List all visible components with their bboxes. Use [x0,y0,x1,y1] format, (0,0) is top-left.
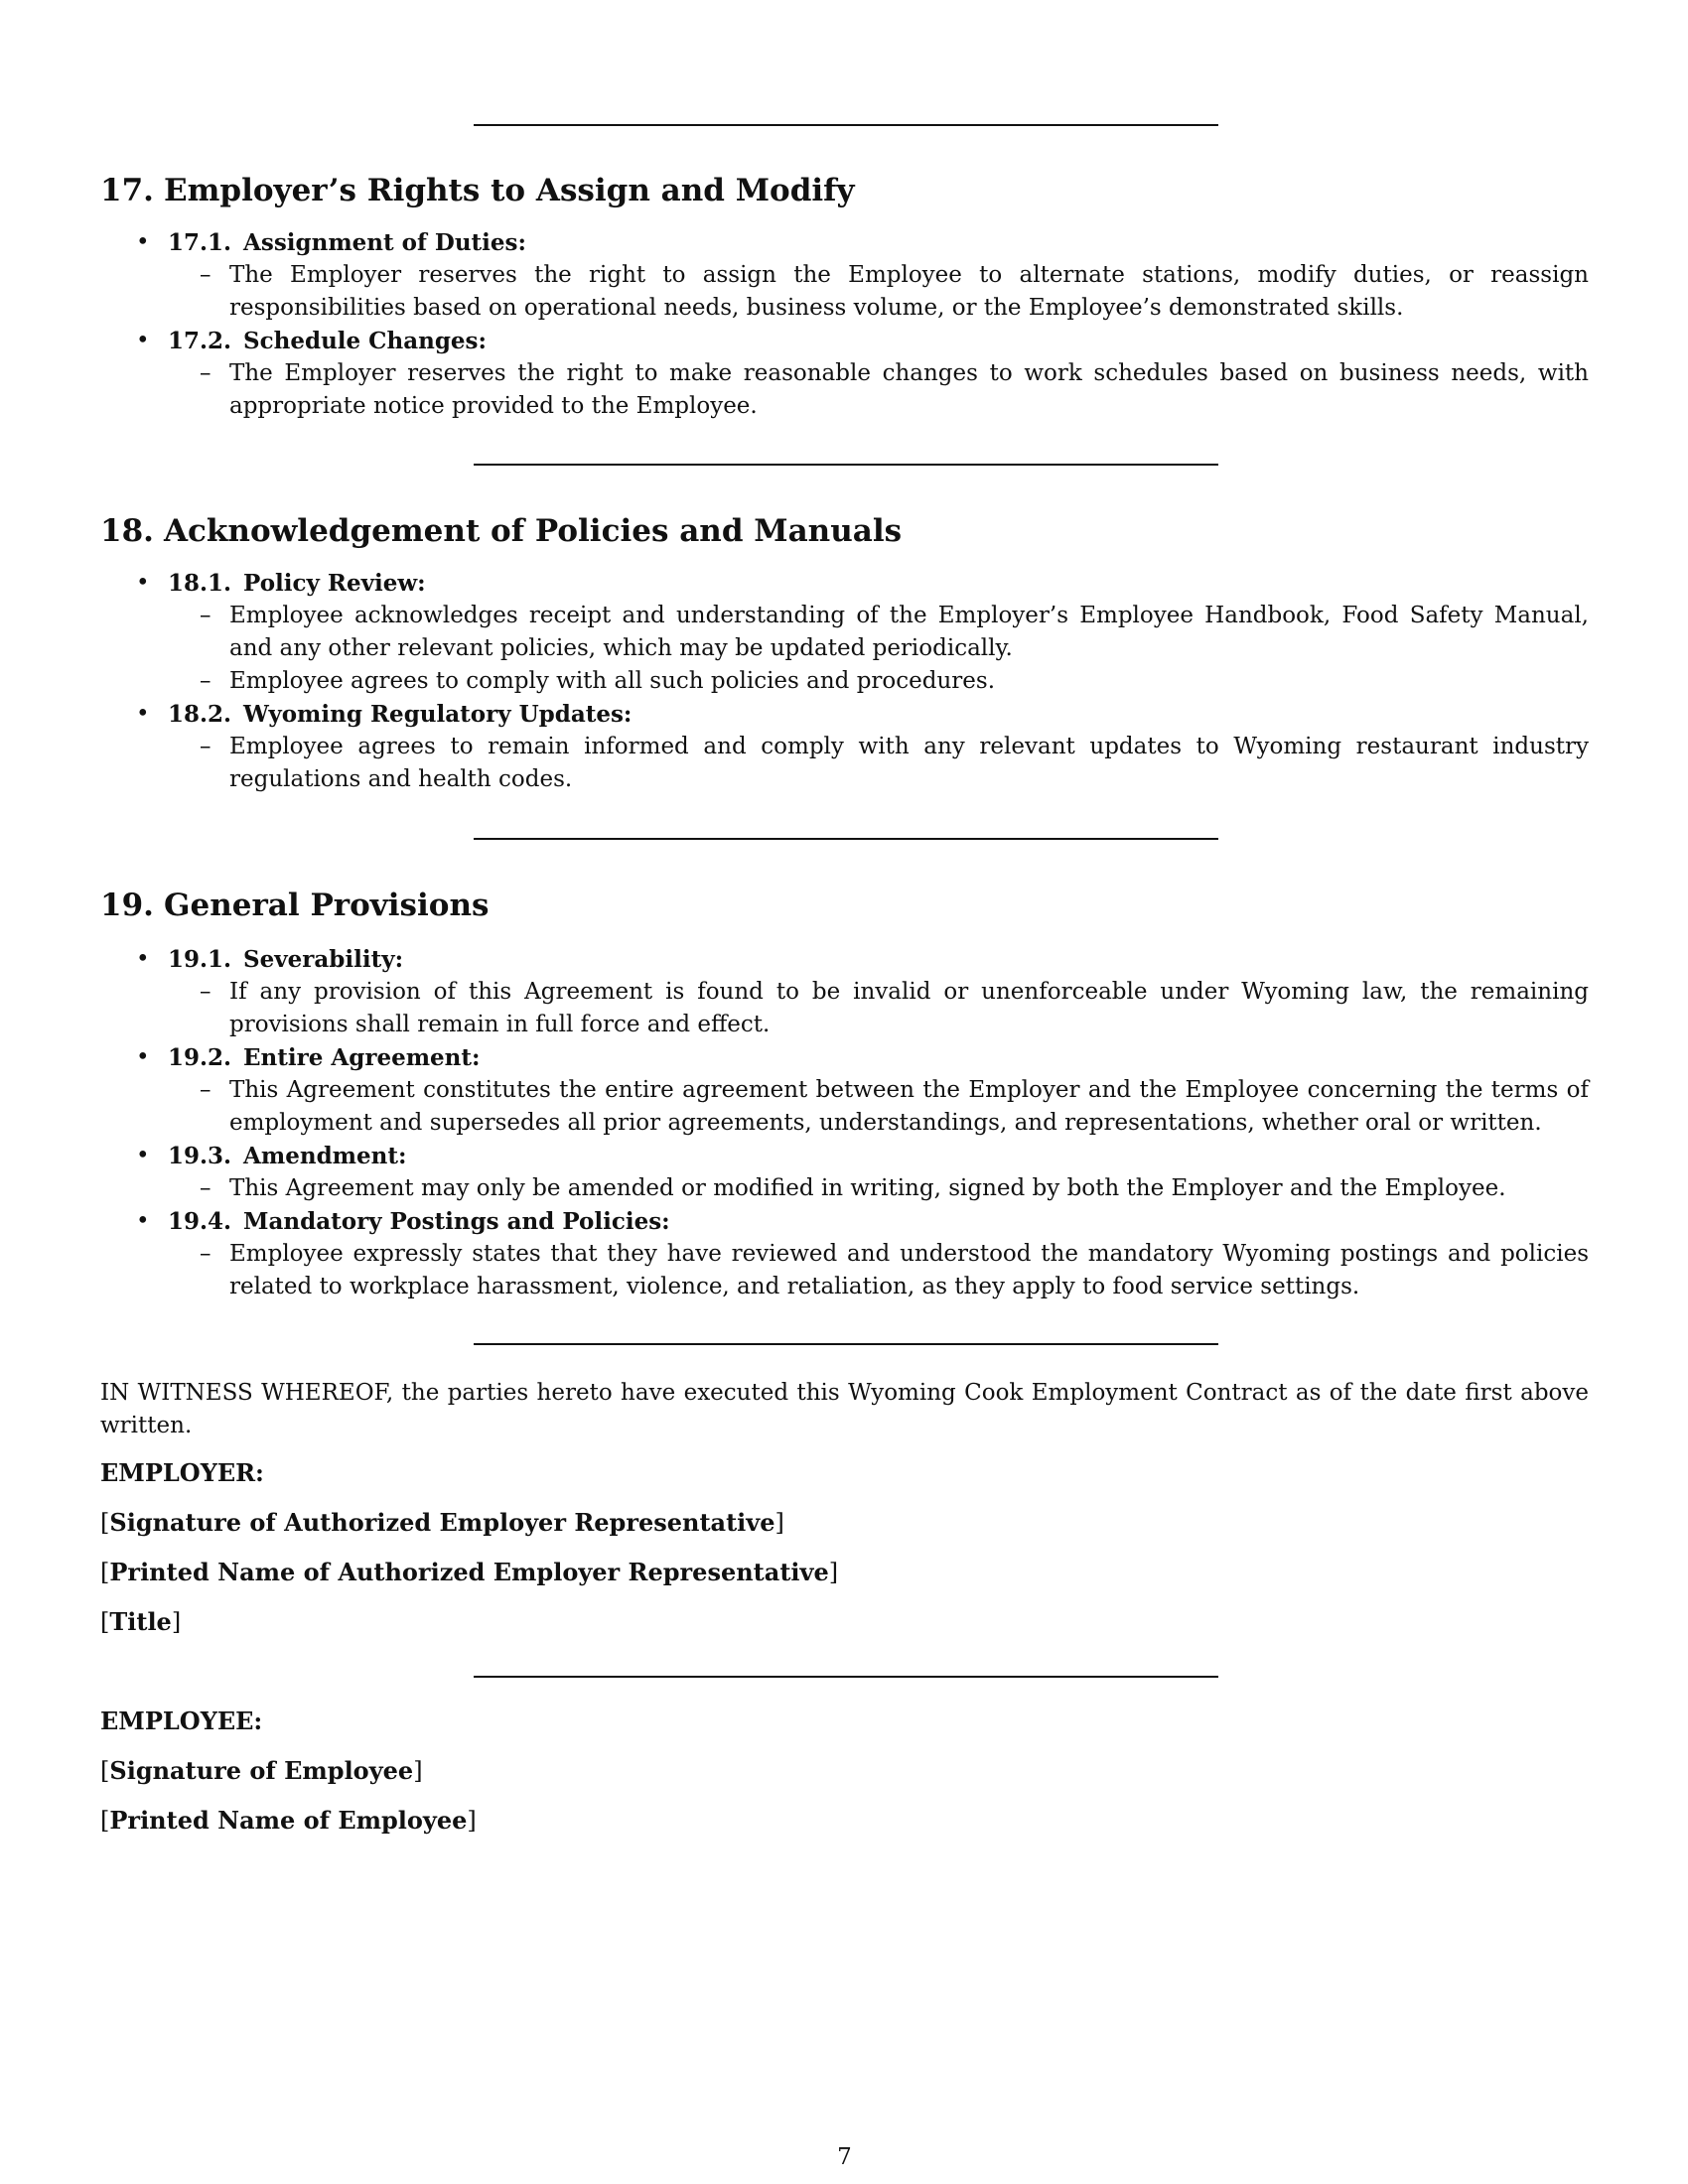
placeholder-text: Signature of Employee [109,1756,414,1785]
section-18-list [100,567,1589,796]
clause-point [168,1074,1589,1140]
dash: – [200,360,211,386]
clause-point [168,259,1589,325]
clause-19-3 [100,1140,1589,1205]
clause-point [168,600,1589,665]
section-divider [474,464,1218,466]
clause-heading [168,943,1589,976]
clause-point [168,665,1589,698]
clause-heading [168,1205,1589,1238]
clause-number: 18.2. [168,701,232,728]
clause-19-4 [100,1205,1589,1303]
section-17-title [100,171,855,210]
clause-title: Wyoming Regulatory Updates: [243,701,633,728]
employer-signature-placeholder: [Signature of Authorized Employer Representative] [100,1508,784,1537]
bullet: • [136,946,150,972]
clause-text: This Agreement constitutes the entire agreement between the Employer and the Employee concerning the terms of employment and supersedes all prior agreements, understandings, and representations, whether oral or written. [229,1077,1589,1136]
clause-number: 17.2. [168,328,232,354]
clause-text: If any provision of this Agreement is found to be invalid or unenforceable under Wyoming law, the remaining provisions shall remain in full force and effect. [229,979,1589,1037]
clause-19-2 [100,1041,1589,1140]
clause-heading [168,698,1589,731]
witness-clause: IN WITNESS WHEREOF, the parties hereto have executed this Wyoming Cook Employment Contract as of the date first above written. [100,1380,1589,1438]
clause-heading [168,1041,1589,1074]
clause-point [168,1172,1589,1205]
section-divider [474,1676,1218,1678]
section-heading: General Provisions [164,887,490,923]
clause-heading [168,567,1589,600]
employer-label: EMPLOYER: [100,1458,264,1487]
clause-19-1 [100,943,1589,1041]
employee-signature-placeholder: [Signature of Employee] [100,1756,423,1785]
clause-text: Employee agrees to remain informed and comply with any relevant updates to Wyoming restaurant industry regulations and health codes. [229,734,1589,792]
clause-title: Amendment: [243,1143,407,1169]
clause-heading [168,1140,1589,1172]
section-divider [474,1343,1218,1345]
clause-number: 19.2. [168,1044,232,1071]
dash: – [200,734,211,759]
section-17-list [100,226,1589,423]
placeholder-text: Signature of Authorized Employer Representative [109,1508,775,1537]
clause-number: 18.1. [168,570,232,597]
section-19-list [100,943,1589,1303]
clause-title: Schedule Changes: [243,328,487,354]
bullet: • [136,1044,150,1070]
dash: – [200,1241,211,1267]
dash: – [200,262,211,288]
dash: – [200,668,211,694]
employer-title-placeholder: [Title] [100,1607,182,1636]
document-page [100,0,1589,2184]
clause-17-2 [100,325,1589,423]
clause-point [168,1238,1589,1303]
bullet: • [136,1143,150,1168]
section-number: 17. [100,173,154,208]
employee-printed-name-placeholder: [Printed Name of Employee] [100,1806,477,1835]
clause-text: The Employer reserves the right to assign the Employee to alternate stations, modify duties, or reassign responsibilities based on operational needs, business volume, or the Employee’s demonstrated skills. [229,262,1589,321]
bullet: • [136,701,150,727]
section-19-title [100,886,489,925]
clause-title: Assignment of Duties: [243,229,526,256]
clause-point [168,976,1589,1041]
clause-title: Severability: [243,946,404,973]
clause-title: Policy Review: [243,570,426,597]
clause-18-1 [100,567,1589,698]
clause-text: Employee acknowledges receipt and understanding of the Employer’s Employee Handbook, Food Safety Manual, and any other relevant policies, which may be updated periodically. [229,603,1589,661]
clause-number: 19.3. [168,1143,232,1169]
page-number: 7 [837,2144,852,2170]
clause-point [168,731,1589,796]
section-heading: Acknowledgement of Policies and Manuals [164,513,903,549]
bullet: • [136,229,150,255]
bullet: • [136,328,150,353]
placeholder-text: Printed Name of Employee [109,1806,468,1835]
section-number: 19. [100,887,154,923]
dash: – [200,603,211,628]
clause-number: 17.1. [168,229,232,256]
clause-text: The Employer reserves the right to make reasonable changes to work schedules based on business needs, with appropriate notice provided to the Employee. [229,360,1589,419]
employee-label: EMPLOYEE: [100,1706,263,1735]
clause-text: This Agreement may only be amended or modified in writing, signed by both the Employer and the Employee. [229,1175,1506,1201]
clause-text: Employee expressly states that they have reviewed and understood the mandatory Wyoming postings and policies related to workplace harassment, violence, and retaliation, as they apply to food service settings. [229,1241,1589,1299]
bullet: • [136,1208,150,1234]
clause-title: Entire Agreement: [243,1044,481,1071]
clause-18-2 [100,698,1589,796]
bullet: • [136,570,150,596]
dash: – [200,979,211,1005]
clause-title: Mandatory Postings and Policies: [243,1208,670,1235]
clause-heading [168,226,1589,259]
clause-17-1 [100,226,1589,325]
clause-heading [168,325,1589,357]
section-heading: Employer’s Rights to Assign and Modify [164,173,855,208]
section-18-title [100,511,902,551]
placeholder-text: Printed Name of Authorized Employer Representative [109,1558,829,1586]
dash: – [200,1077,211,1103]
employer-printed-name-placeholder: [Printed Name of Authorized Employer Representative] [100,1558,839,1586]
section-number: 18. [100,513,154,549]
section-divider [474,838,1218,840]
clause-number: 19.4. [168,1208,232,1235]
placeholder-text: Title [109,1607,172,1636]
dash: – [200,1175,211,1201]
clause-text: Employee agrees to comply with all such policies and procedures. [229,668,996,694]
section-divider [474,124,1218,126]
clause-number: 19.1. [168,946,232,973]
clause-point [168,357,1589,423]
